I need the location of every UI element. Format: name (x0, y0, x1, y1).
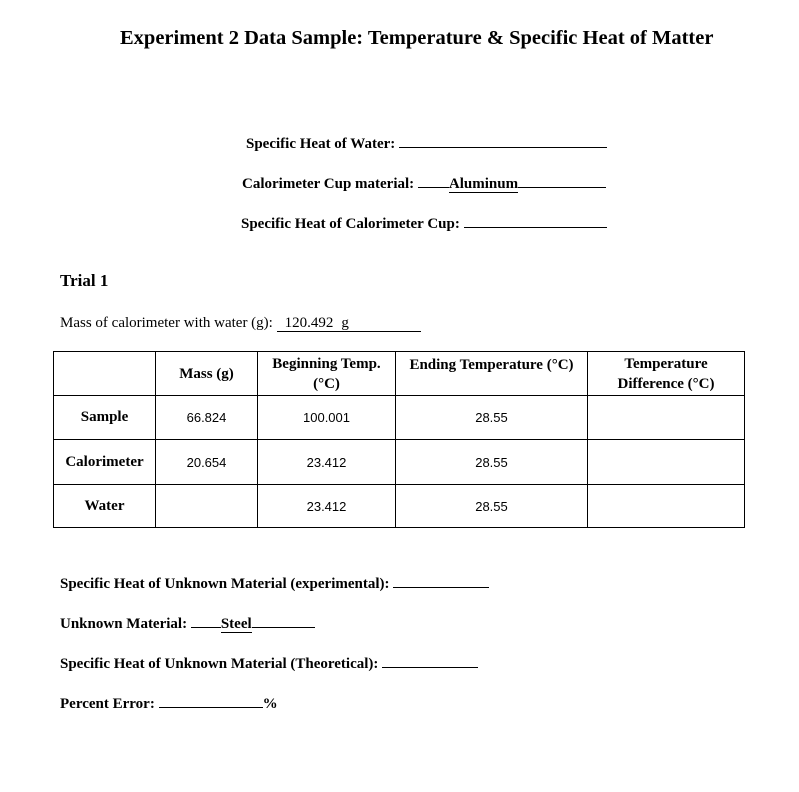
specific-heat-unknown-theo-blank[interactable] (382, 653, 478, 668)
specific-heat-unknown-theo-field (60, 653, 478, 673)
percent-error-label: Percent Error: (60, 696, 155, 712)
cup-material-value[interactable]: Aluminum (448, 176, 519, 192)
row-label-sample: Sample (54, 396, 156, 440)
specific-heat-cup-field (241, 213, 607, 233)
header-ending-temp: Ending Temperature (°C) (396, 352, 588, 396)
mass-calorimeter-value: 120.492 (284, 315, 334, 331)
table-header-row (54, 352, 745, 396)
specific-heat-water-label: Specific Heat of Water: (246, 136, 396, 152)
row-label-calorimeter: Calorimeter (54, 440, 156, 485)
cup-material-field (242, 173, 606, 193)
cup-material-lead-blank (418, 173, 449, 188)
header-empty-cell (54, 352, 156, 396)
cell-ending-temp[interactable]: 28.55 (396, 485, 588, 528)
percent-error-blank[interactable] (159, 693, 263, 708)
cell-temp-difference[interactable] (588, 396, 745, 440)
specific-heat-cup-blank[interactable] (464, 213, 607, 228)
table-row (54, 396, 745, 440)
table-row (54, 485, 745, 528)
cell-ending-temp[interactable]: 28.55 (396, 440, 588, 485)
specific-heat-cup-label: Specific Heat of Calorimeter Cup: (241, 216, 460, 232)
specific-heat-unknown-exp-blank[interactable] (393, 573, 489, 588)
cell-ending-temp[interactable]: 28.55 (396, 396, 588, 440)
header-mass: Mass (g) (156, 352, 258, 396)
specific-heat-unknown-theo-label: Specific Heat of Unknown Material (Theoretical): (60, 656, 379, 672)
data-table (53, 351, 745, 528)
cell-temp-difference[interactable] (588, 485, 745, 528)
specific-heat-unknown-exp-label: Specific Heat of Unknown Material (experimental): (60, 576, 390, 592)
mass-calorimeter-entry[interactable] (277, 315, 421, 332)
specific-heat-water-blank[interactable] (399, 133, 607, 148)
mass-calorimeter-label: Mass of calorimeter with water (g): (60, 315, 273, 331)
table-row (54, 440, 745, 485)
header-temp-difference: Temperature Difference (°C) (588, 352, 745, 396)
cell-beginning-temp[interactable]: 23.412 (258, 440, 396, 485)
specific-heat-unknown-exp-field (60, 573, 489, 593)
cell-mass[interactable]: 66.824 (156, 396, 258, 440)
mass-calorimeter-field (60, 315, 421, 332)
cell-temp-difference[interactable] (588, 440, 745, 485)
header-beginning-temp: Beginning Temp. (°C) (258, 352, 396, 396)
cell-beginning-temp[interactable]: 23.412 (258, 485, 396, 528)
cell-mass[interactable]: 20.654 (156, 440, 258, 485)
unknown-material-lead-blank (191, 613, 221, 628)
row-label-water: Water (54, 485, 156, 528)
percent-error-field (60, 693, 278, 713)
mass-calorimeter-unit: g (341, 315, 349, 331)
cell-mass[interactable] (156, 485, 258, 528)
cell-beginning-temp[interactable]: 100.001 (258, 396, 396, 440)
specific-heat-water-field (246, 133, 607, 153)
unknown-material-field (60, 613, 315, 633)
cup-material-trail-blank (518, 173, 606, 188)
unknown-material-label: Unknown Material: (60, 616, 188, 632)
trial-heading: Trial 1 (60, 271, 109, 290)
unknown-material-trail-blank (252, 613, 315, 628)
unknown-material-value[interactable]: Steel (220, 616, 252, 632)
percent-error-suffix: % (262, 696, 278, 712)
cup-material-label: Calorimeter Cup material: (242, 176, 415, 192)
page-title: Experiment 2 Data Sample: Temperature & Specific Heat of Matter (120, 27, 714, 49)
